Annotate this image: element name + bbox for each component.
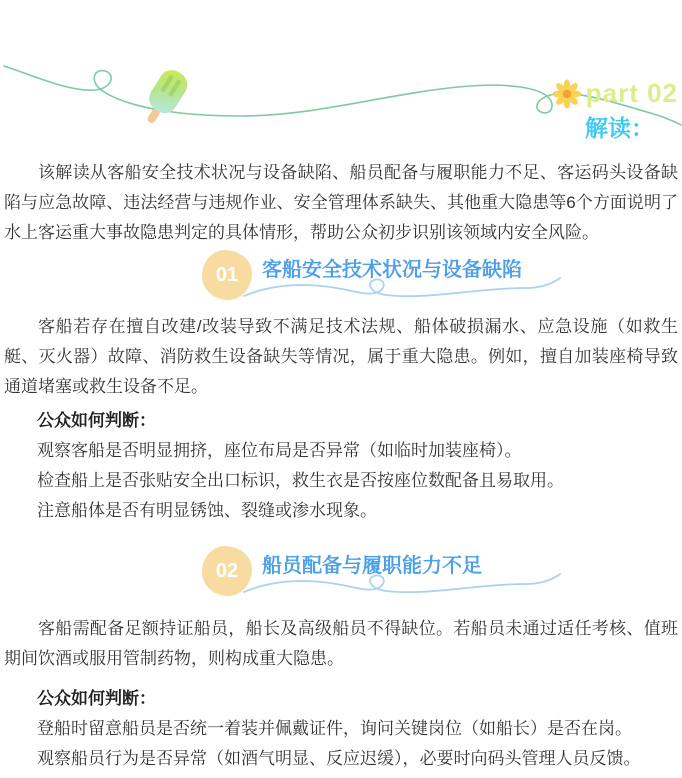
- article-content: [0, 158, 682, 774]
- section-2-body: 客船需配备足额持证船员，船长及高级船员不得缺位。若船员未通过适任考核、值班期间饮酒或服用管制药物，则构成重大隐患。: [4, 619, 678, 668]
- judge-heading: 公众如何判断：: [37, 411, 156, 430]
- judge-item: 观察客船是否明显拥挤，座位布局是否异常（如临时加装座椅）。: [37, 441, 522, 460]
- section-2-title: 船员配备与履职能力不足: [262, 555, 482, 577]
- daisy-flower-icon: [552, 79, 582, 109]
- section-1-body: 客船若存在擅自改建/改装导致不满足技术法规、船体破损漏水、应急设施（如救生艇、灭火器）故障、消防救生设备缺失等情况，属于重大隐患。例如，擅自加装座椅导致通道堵塞或救生设备不足。: [4, 317, 678, 396]
- judge-item: 观察船员行为是否异常（如酒气明显、反应迟缓），必要时向码头管理人员反馈。: [37, 749, 641, 768]
- judge-item: 注意船体是否有明显锈蚀、裂缝或渗水现象。: [37, 501, 377, 520]
- section-1-title: 客船安全技术状况与设备缺陷: [262, 259, 522, 281]
- wave-underline-icon: [242, 572, 572, 602]
- section-1-judge-block: [37, 406, 668, 526]
- wave-underline-icon: [242, 276, 572, 306]
- section-2-number: 02: [215, 559, 239, 582]
- judge-item: 登船时留意船员是否统一着装并佩戴证件，询问关键岗位（如船长）是否在岗。: [37, 719, 632, 738]
- header-decoration: [0, 0, 682, 150]
- green-squiggle-line-icon: [0, 0, 682, 150]
- part-label: part 02: [585, 78, 678, 108]
- intro-paragraph: 该解读从客船安全技术状况与设备缺陷、船员配备与履职能力不足、客运码头设备缺陷与应急故障、违法经营与违规作业、安全管理体系缺失、其他重大隐患等6个方面说明了水上客运重大事故隐患判定的具体情形，帮助公众初步识别该领域内安全风险。: [4, 163, 678, 242]
- section-1-number: 01: [215, 263, 239, 286]
- section-2-header: [4, 546, 678, 600]
- section-tag-label: 解读：: [585, 115, 654, 141]
- section-2-judge-block: [37, 684, 668, 774]
- judge-heading: 公众如何判断：: [37, 689, 156, 708]
- section-1-header: [4, 250, 678, 304]
- judge-item: 检查船上是否张贴安全出口标识，救生衣是否按座位数配备且易取用。: [37, 471, 564, 490]
